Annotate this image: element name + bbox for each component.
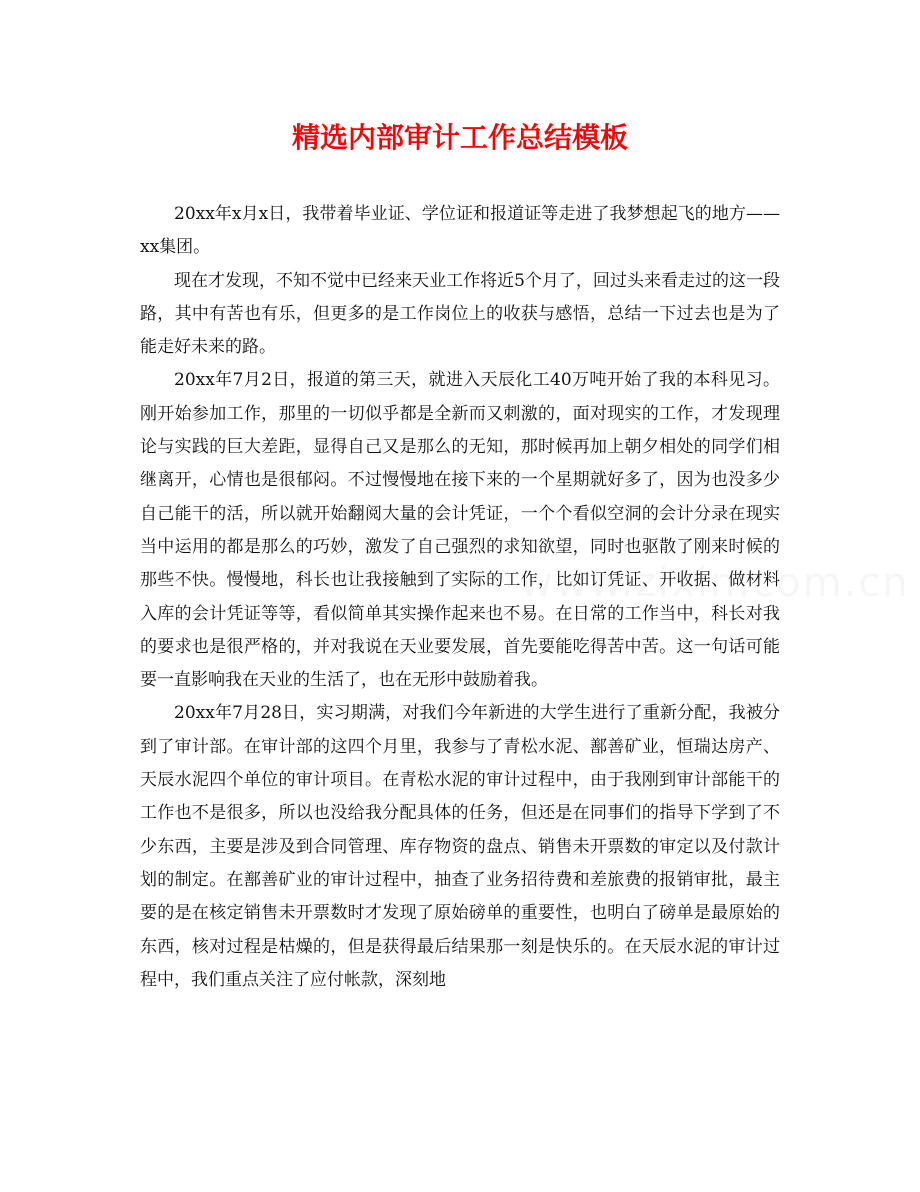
paragraph-1: 20xx年x月x日，我带着毕业证、学位证和报道证等走进了我梦想起飞的地方——xx集团。 [140,204,780,258]
paragraph-4: 20xx年7月28日，实习期满，对我们今年新进的大学生进行了重新分配，我被分到了审计部。在审计部的这四个月里，我参与了青松水泥、鄯善矿业，恒瑞达房产、天辰水泥四个单位的审计项目。在青松水泥的审计过程中，由于我刚到审计部能干的工作也不是很多，所以也没给我分配具体的任务，但还是在同事们的指导下学到了不少东西，主要是涉及到合同管理、库存物资的盘点、销售未开票数的审定以及付款计划的制定。在鄯善矿业的审计过程中，抽查了业务招待费和差旅费的报销审批，最主要的是在核定销售未开票数时才发现了原始磅单的重要性，也明白了磅单是最原始的东西，核对过程是枯燥的，但是获得最后结果那一刻是快乐的。在天辰水泥的审计过程中，我们重点关注了应付帐款，深刻地 [140,703,780,990]
watermark [520,560,910,606]
paragraph-3: 20xx年7月2日，报道的第三天，就进入天辰化工40万吨开始了我的本科见习。刚开始参加工作，那里的一切似乎都是全新而又刺激的，面对现实的工作，才发现理论与实践的巨大差距，显得自己又是那么的无知，那时候再加上朝夕相处的同学们相继离开，心情也是很郁闷。不过慢慢地在接下来的一个星期就好多了，因为也没多少自己能干的活，所以就开始翻阅大量的会计凭证，一个个看似空洞的会计分录在现实当中运用的都是那么的巧妙，激发了自己强烈的求知欲望，同时也驱散了刚来时候的那些不快。慢慢地，科长也让我接触到了实际的工作，比如订凭证、开收据、做材料入库的会计凭证等等，看似简单其实操作起来也不易。在日常的工作当中，科长对我的要求也是很严格的，并对我说在天业要发展，首先要能吃得苦中苦。这一句话可能要一直影响我在天业的生活了，也在无形中鼓励着我。 [140,370,780,691]
document-title: 精选内部审计工作总结模板 [291,121,628,154]
paragraph-2: 现在才发现，不知不觉中已经来天业工作将近5个月了，回过头来看走过的这一段路，其中有苦也有乐，但更多的是工作岗位上的收获与感悟，总结一下过去也是为了能走好未来的路。 [140,270,780,358]
